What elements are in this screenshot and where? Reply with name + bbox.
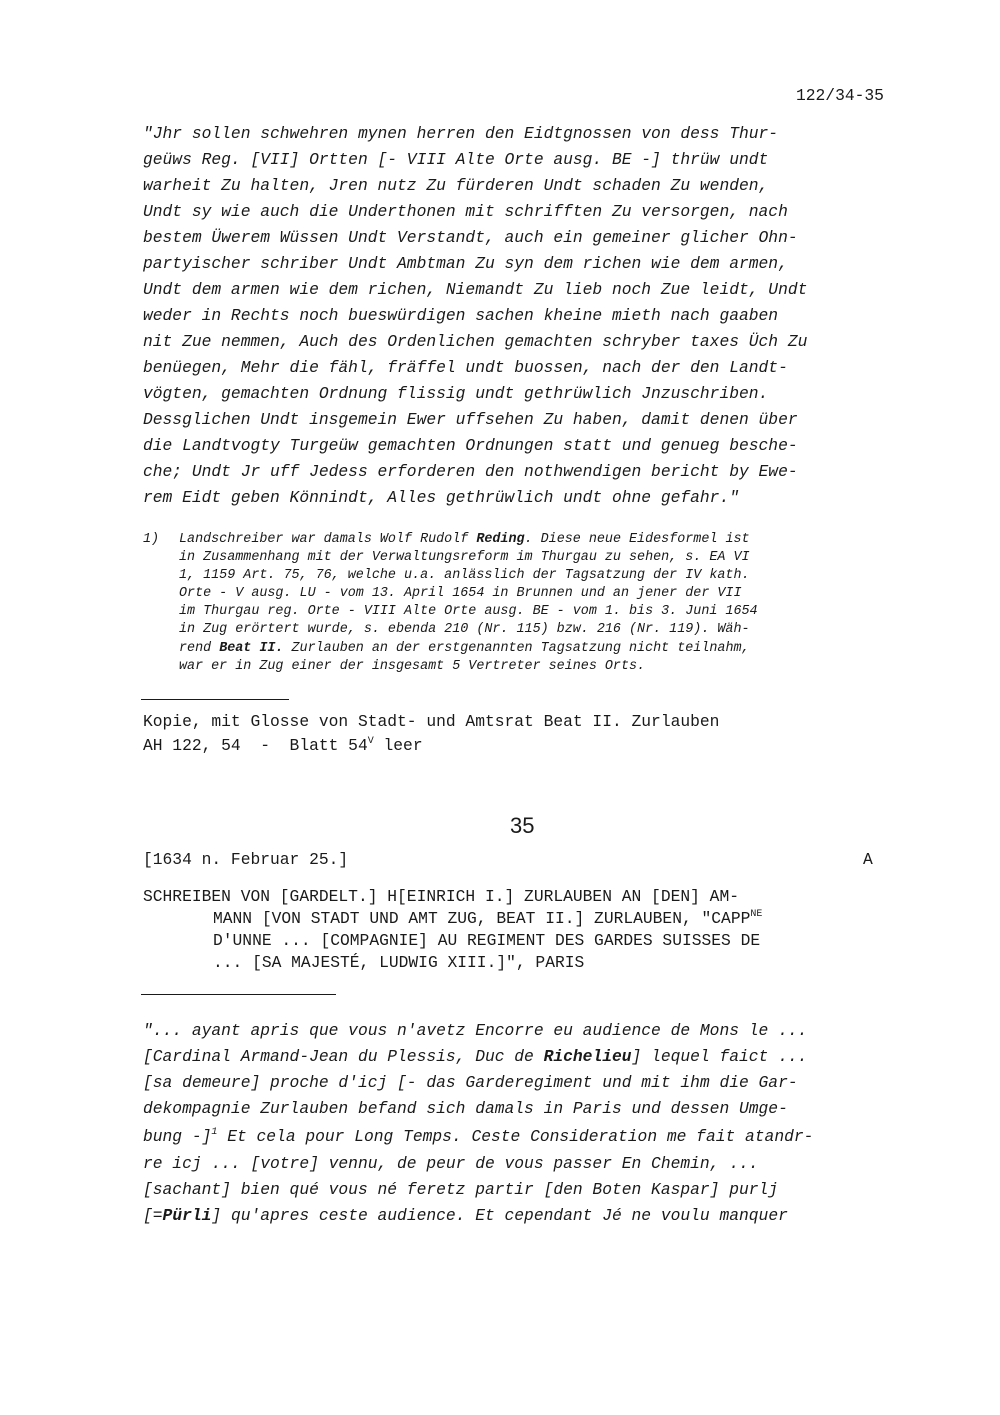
letter-line: [sa demeure] proche d'icj [- das Garderegiment und mit ihm die Gar- — [143, 1073, 798, 1092]
page-reference: 122/34-35 — [796, 86, 884, 105]
letter-line: "... ayant apris que vous n'avetz Encorre eu audience de Mons le ... — [143, 1021, 808, 1040]
letter-line: dekompagnie Zurlauben befand sich damals in Paris und dessen Umge- — [143, 1099, 788, 1118]
quote-line: che; Undt Jr uff Jedess erforderen den nothwendigen bericht by Ewe- — [143, 462, 798, 481]
letter-line: bung -]$^1$ Et cela pour Long Temps. Ceste Consideration me fait atandr- — [143, 1127, 814, 1146]
quote-line: benüegen, Mehr die fähl, fräffel undt buossen, nach der den Landt- — [143, 358, 788, 377]
letter-line: [=Pürli] qu'apres ceste audience. Et cependant Jé ne voulu manquer — [143, 1206, 788, 1225]
footnote-name-beat: Beat II. — [219, 641, 284, 656]
footnote-line: war er in Zug einer der insgesamt 5 Vertreter seines Orts. — [179, 659, 646, 674]
quote-line: weder in Rechts noch bueswürdigen sachen kheine mieth nach gaaben — [143, 306, 779, 325]
source-line: AH 122, 54 - Blatt $54^V$ leer — [143, 736, 423, 755]
entry-grade: A — [863, 850, 873, 869]
quote-line: Undt dem armen wie dem richen, Niemandt Zu lieb noch Zue leidt, Undt — [143, 280, 808, 299]
quote-line: nit Zue nemmen, Auch des Ordenlichen gemachten schryber taxes Üch Zu — [143, 332, 808, 351]
quote-line: Undt sy wie auch die Underthonen mit schrifften Zu versorgen, nach — [143, 202, 788, 221]
quote-line: geüws Reg. [VII] Ortten [- VIII Alte Orte ausg. BE -] thrüw undt — [143, 150, 769, 169]
footnote-marker: 1) — [143, 532, 160, 547]
letter-name-richelieu: Richelieu — [543, 1047, 632, 1066]
footnote-line: Orte - V ausg. LU - vom 13. April 1654 in Brunnen und an jener der VII — [179, 586, 742, 601]
footnote-line: rend Beat II. Zurlauben an der erstgenannten Tagsatzung nicht teilnahm, — [179, 641, 750, 656]
quote-line: "Jhr sollen schwehren mynen herren den Eidtgnossen von dess Thur- — [143, 124, 779, 143]
letter-name-puerli: Pürli — [162, 1206, 212, 1225]
quote-line: bestem Üwerem Wüssen Undt Verstandt, auch ein gemeiner glicher Ohn- — [143, 228, 798, 247]
footnote-line: in Zug erörtert wurde, s. ebenda 210 (Nr. 115) bzw. 216 (Nr. 119). Wäh- — [179, 622, 750, 637]
separator-rule — [141, 699, 289, 700]
letter-line: [Cardinal Armand-Jean du Plessis, Duc de Richelieu] lequel faict ... — [143, 1047, 808, 1066]
title-line: SCHREIBEN VON [GARDELT.] H[EINRICH I.] ZURLAUBEN AN [DEN] AM- — [143, 887, 739, 906]
quote-line: die Landtvogty Turgeüw gemachten Ordnungen statt und genueg besche- — [143, 436, 798, 455]
footnote-line: Landschreiber war damals Wolf Rudolf Reding. Diese neue Eidesformel ist — [179, 532, 750, 547]
footnote-name-reding: Reding — [476, 532, 525, 547]
quote-line: warheit Zu halten, Jren nutz Zu fürderen Undt schaden Zu wenden, — [143, 176, 769, 195]
footnote-line: in Zusammenhang mit der Verwaltungsreform im Thurgau zu sehen, s. EA VI — [179, 550, 750, 565]
separator-rule — [141, 994, 336, 995]
title-line: D'UNNE ... [COMPAGNIE] AU REGIMENT DES GARDES SUISSES DE — [213, 931, 761, 950]
quote-line: vögten, gemachten Ordnung flissig undt gethrüwlich Jnzuschriben. — [143, 384, 769, 403]
entry-number: 35 — [510, 813, 535, 838]
footnote-line: 1, 1159 Art. 75, 76, welche u.a. anlässlich der Tagsatzung der IV kath. — [179, 568, 750, 583]
letter-line: [sachant] bien qué vous né feretz partir [den Boten Kaspar] purlj — [143, 1180, 779, 1199]
quote-line: partyischer schriber Undt Ambtman Zu syn dem richen wie dem armen, — [143, 254, 788, 273]
footnote-line: im Thurgau reg. Orte - VIII Alte Orte ausg. BE - vom 1. bis 3. Juni 1654 — [179, 604, 758, 619]
source-line: Kopie, mit Glosse von Stadt- und Amtsrat Beat II. Zurlauben — [143, 712, 720, 731]
title-line: MANN [VON STADT UND AMT ZUG, BEAT II.] ZURLAUBEN, "$CAPP^{NE}$ — [213, 909, 763, 928]
title-line: ... [SA MAJESTÉ, LUDWIG XIII.]", PARIS — [213, 953, 585, 972]
letter-line: re icj ... [votre] vennu, de peur de vous passer En Chemin, ... — [143, 1154, 759, 1173]
entry-date: [1634 n. Februar 25.] — [143, 850, 349, 869]
quote-line: Dessglichen Undt insgemein Ewer uffsehen Zu haben, damit denen über — [143, 410, 798, 429]
quote-line: rem Eidt geben Könnindt, Alles gethrüwlich undt ohne gefahr." — [143, 488, 739, 507]
